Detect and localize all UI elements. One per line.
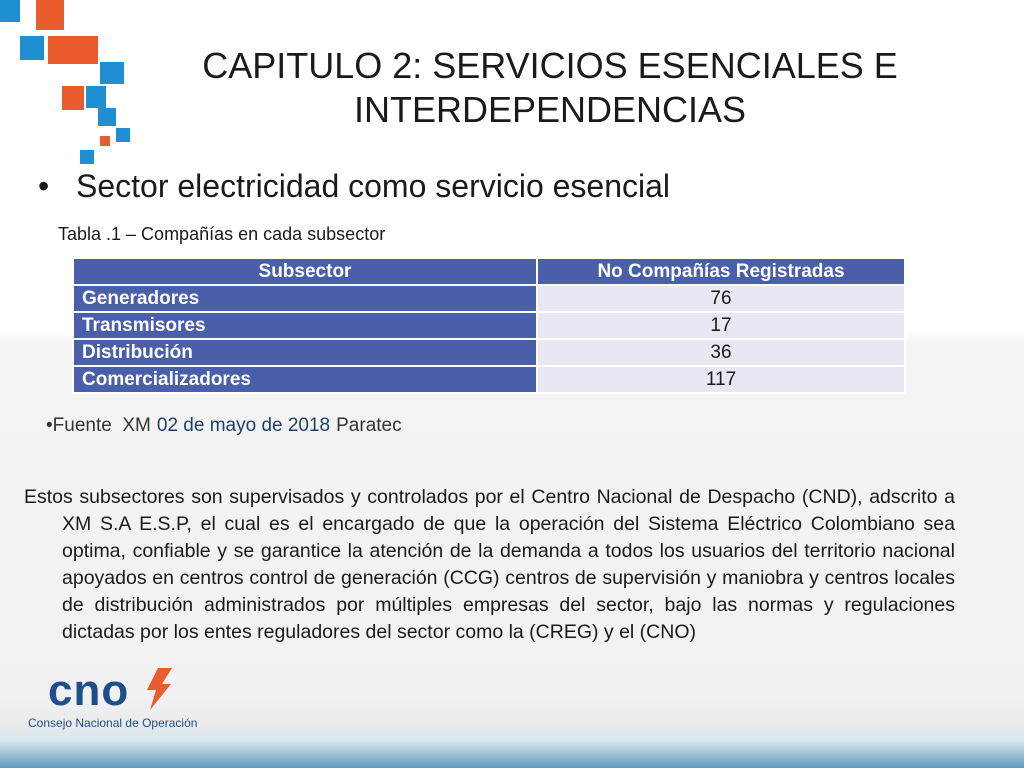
column-header-companies: No Compañías Registradas	[537, 258, 905, 285]
column-header-subsector: Subsector	[73, 258, 537, 285]
subsector-cell: Distribución	[73, 339, 537, 366]
decor-square	[116, 128, 130, 142]
table-caption: Tabla .1 – Compañías en cada subsector	[58, 224, 386, 244]
bullet-text: Sector electricidad como servicio esencial	[76, 168, 671, 204]
bullet-symbol: •	[38, 168, 50, 204]
logo-subtitle: Consejo Nacional de Operación	[28, 716, 198, 730]
decor-square	[36, 0, 64, 30]
source-note	[46, 414, 402, 438]
lightning-bolt-icon	[144, 668, 174, 710]
subsector-cell: Transmisores	[73, 312, 537, 339]
count-cell: 17	[537, 312, 905, 339]
source-date: 02 de mayo de 2018	[156, 415, 331, 436]
table-row	[73, 285, 905, 312]
decor-square	[0, 0, 20, 22]
decor-square	[62, 86, 84, 110]
subsector-cell: Generadores	[73, 285, 537, 312]
body-paragraph: Estos subsectores son supervisados y controlados por el Centro Nacional de Despacho (CND), adscrito a XM S.A E.S.P, el cual es el encargado de que la operación del Sistema Eléctrico Colombiano sea optima, confiable y se garantice la atención de la demanda a todos los usuarios del territorio nacional apoyados en centros control de generación (CCG) centros de supervisión y maniobra y centros locales de distribución administrados por múltiples empresas del sector, bajo las normas y regulaciones dictadas por los entes reguladores del sector como la (CREG) y el (CNO)	[24, 486, 955, 643]
decor-square	[98, 108, 116, 126]
companies-table	[72, 257, 906, 394]
source-prefix: •Fuente XM	[46, 415, 151, 436]
decor-square	[86, 86, 106, 108]
count-cell: 76	[537, 285, 905, 312]
cno-logo	[28, 668, 228, 736]
decor-square	[100, 62, 124, 84]
decor-square	[20, 36, 44, 60]
table-row	[73, 312, 905, 339]
count-cell: 36	[537, 339, 905, 366]
table-row	[73, 366, 905, 393]
slide-title: CAPITULO 2: SERVICIOS ESENCIALES E INTERDEPENDENCIAS	[202, 45, 898, 130]
logo-wordmark: cno	[48, 666, 130, 715]
source-suffix: Paratec	[336, 415, 402, 436]
decor-square	[80, 150, 94, 164]
table-row	[73, 339, 905, 366]
bullet-point	[38, 166, 670, 206]
decor-square	[100, 136, 110, 146]
subsector-cell: Comercializadores	[73, 366, 537, 393]
count-cell: 117	[537, 366, 905, 393]
table-header-row	[73, 258, 905, 285]
decor-square	[48, 36, 98, 64]
